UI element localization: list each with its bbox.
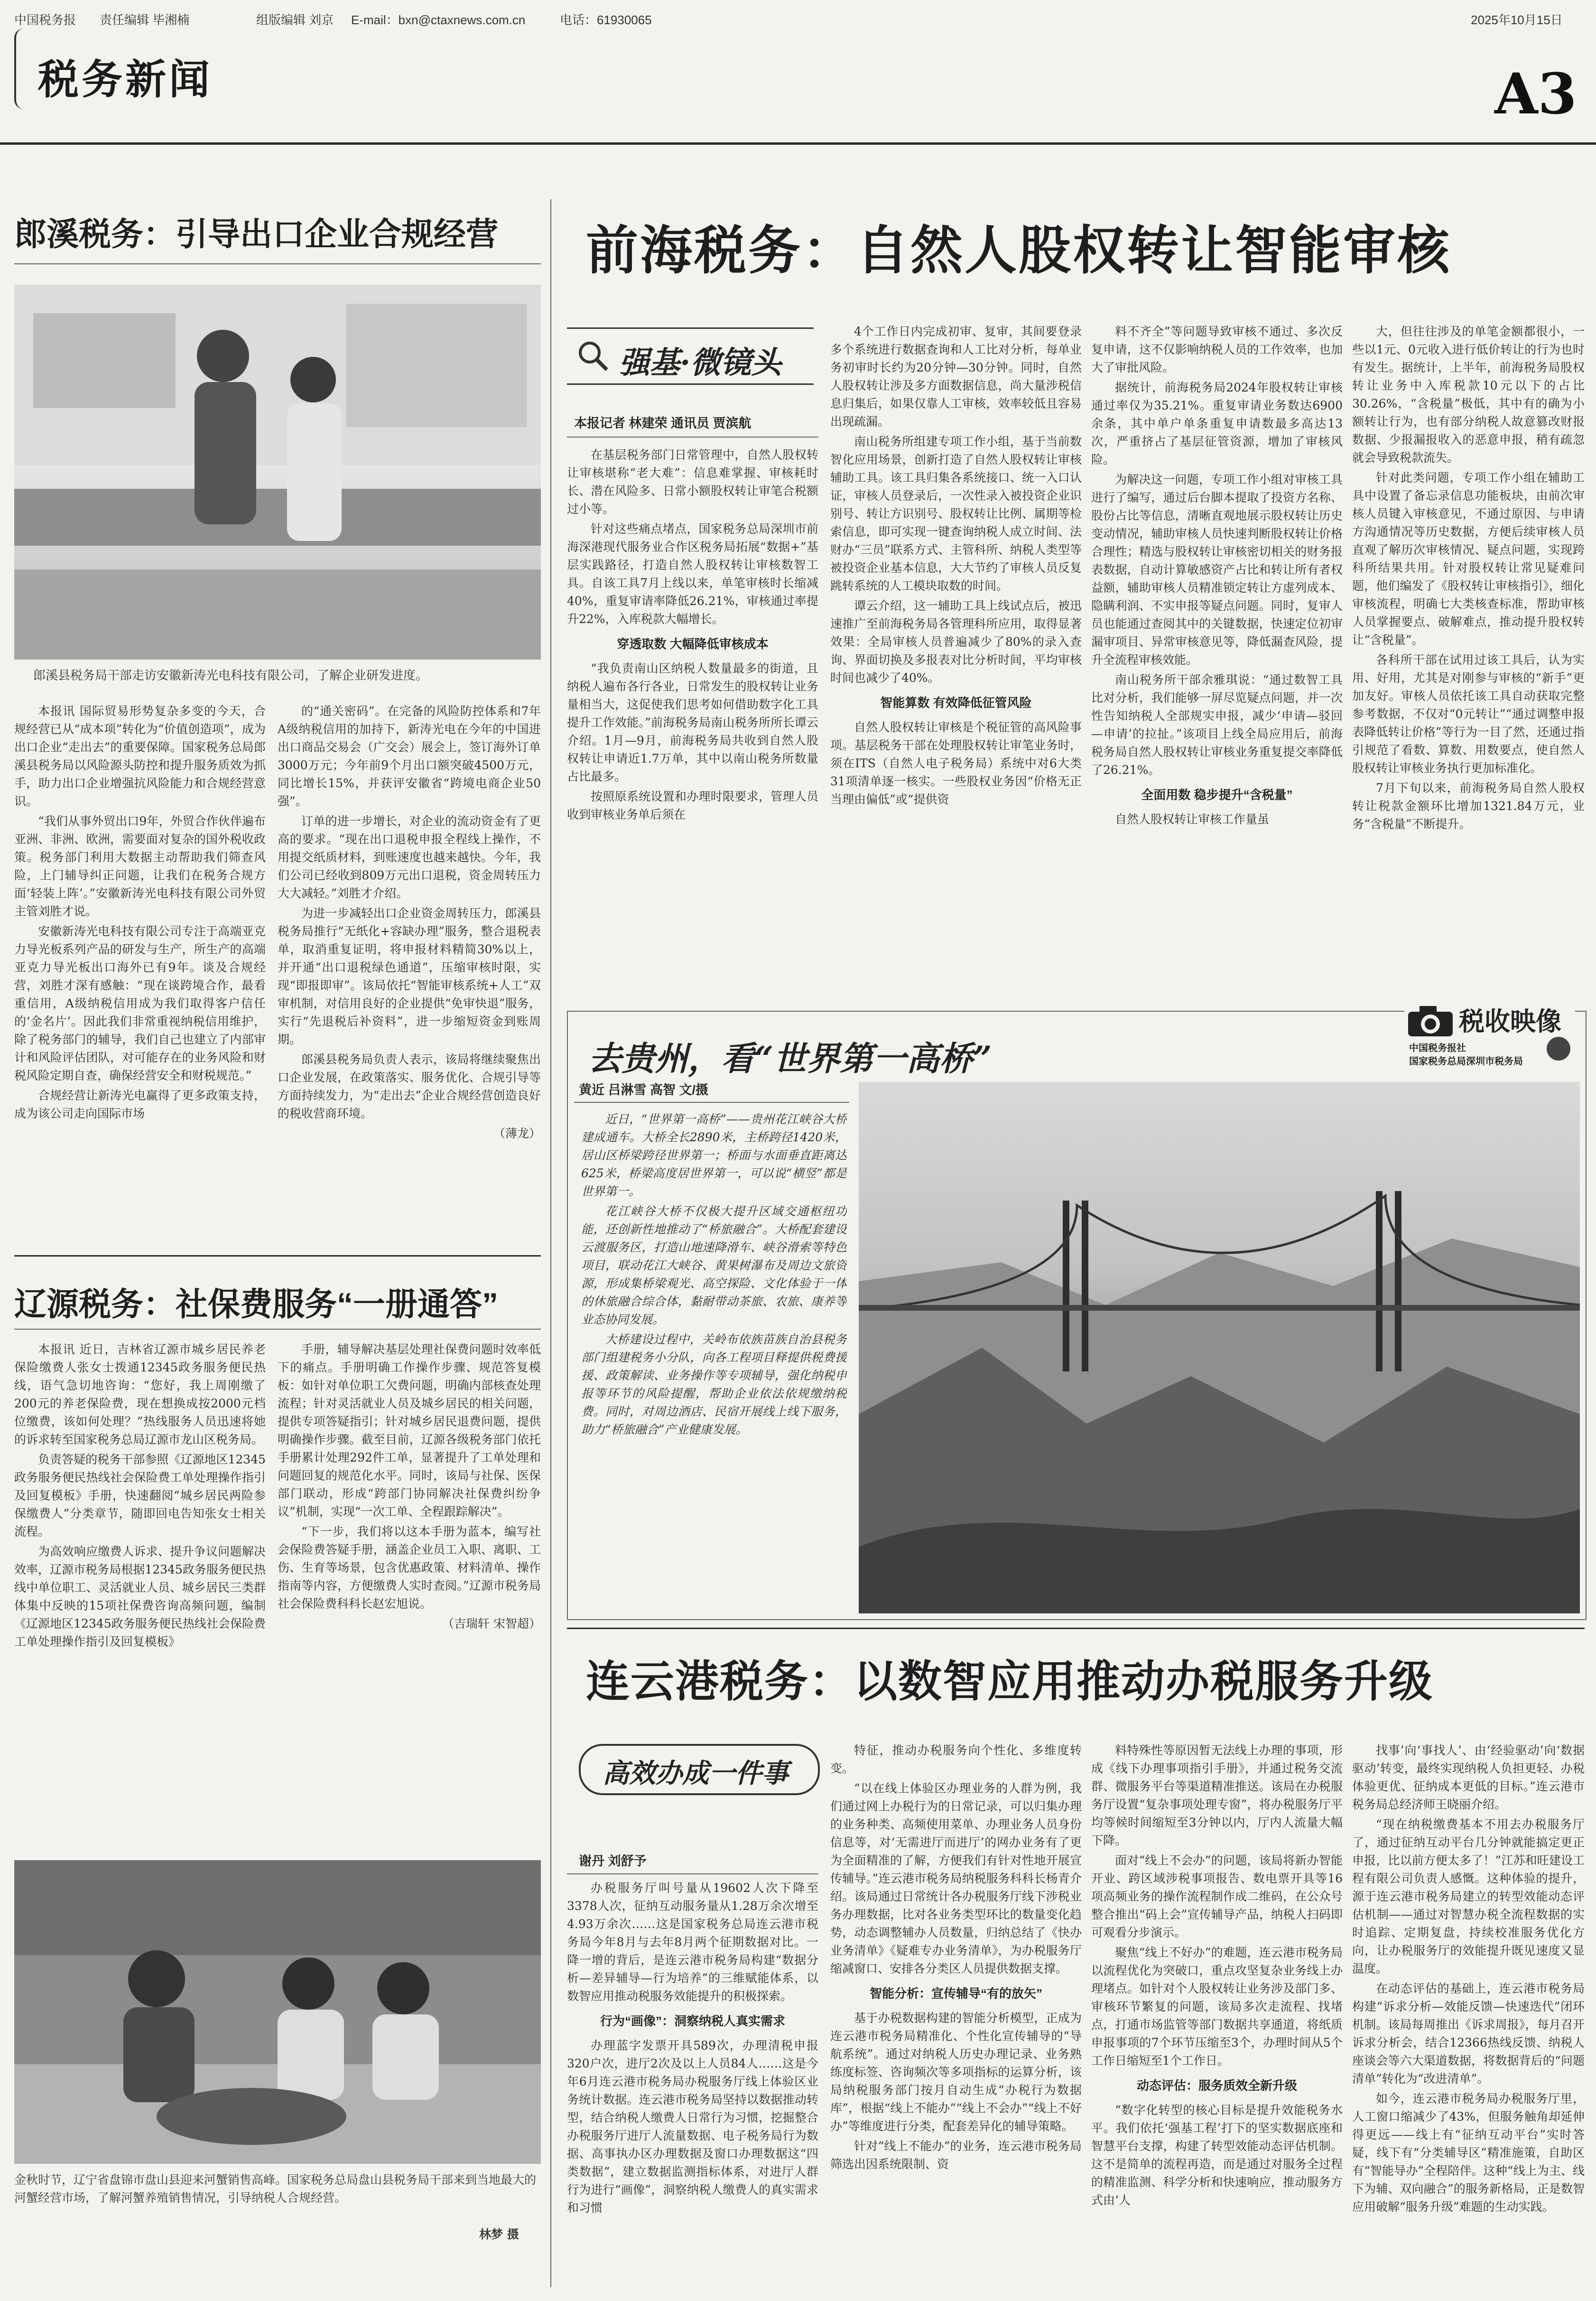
section-title: 税务新闻 bbox=[38, 56, 213, 103]
photo-column-org2: 国家税务总局深圳市税务局 bbox=[1409, 1056, 1523, 1067]
paragraph: 合规经营让新涛光电赢得了更多政策支持，成为该公司走向国际市场 bbox=[14, 1089, 266, 1120]
article3-subhead-1: 穿透取数 大幅降低审核成本 bbox=[617, 637, 769, 651]
article3-column-3 bbox=[1091, 323, 1343, 982]
camera-icon bbox=[1404, 1001, 1457, 1039]
paragraph: 在动态评估的基础上，连云港市税务局构建“诉求分析—效能反馈—快速迭代”闭环机制。该局每周推出《诉求周报》，每月召开诉求分析会，结合12366热线反馈、纳税人座谈会等六大渠道数据，将数据背后的“问题清单”转化为“改进清单”。 bbox=[1352, 1982, 1585, 2086]
column-divider bbox=[550, 199, 551, 2287]
bridge-illustration bbox=[859, 1082, 1580, 1613]
paragraph: “现在纳税缴费基本不用去办税服务厅了，通过征纳互动平台几分钟就能搞定更正申报，比以前方便太多了！”江苏和旺建设工程有限公司负责人感慨。这种体验的提升，源于连云港市税务局建立的转型效能动态评估机制——通过对智慧办税全流程数据的实时追踪、定期复盘，持续校准服务优化方向，让办税服务厅的效能提升既见速度又显温度。 bbox=[1352, 1817, 1585, 1975]
article2-title: 辽源税务：社保费服务“一册通答” bbox=[14, 1286, 499, 1323]
article1-photo bbox=[14, 285, 541, 660]
article2-title-rule bbox=[14, 1329, 541, 1330]
paragraph: 针对此类问题，专项工作小组在辅助工具中设置了备忘录信息功能板块，由前次审核人员键入审核意见，不通过原因、与申请方沟通情况等历史数据，方便后续审核人员直观了解历次审核情况、疑点问题，实现跨科所结果共用。针对股权转让常见疑难问题，他们编发了《股权转让审核指引》，细化审核流程，明确七大类核查标准，帮助审核人员掌握要点、破解难点，推动提升股权转让“含税量”。 bbox=[1352, 471, 1585, 647]
paragraph: 各科所干部在试用过该工具后，认为实用、好用，尤其是对刚参与审核的“新手”更加友好。审核人员依托该工具自动获取完整参考数据，不仅对“0元转让”“通过调整申报表降低转让价格”等行为一目了然，还通过指引规范了看数、算数、用数要点，使自然人股权转让审核业务执行更加标准化。 bbox=[1352, 653, 1585, 775]
article2-photographer: 林梦 摄 bbox=[479, 2227, 519, 2241]
paragraph: 本报讯 国际贸易形势复杂多变的今天，合规经营已从“成本项”转化为“价值创造项”，成为出口企业“走出去”的重要保障。国家税务总局郎溪县税务局以风险源头防控和提升服务质效为抓手，助力出口企业增强抗风险能力和合规经营意识。 bbox=[14, 704, 266, 808]
article3-subhead-3: 全面用数 稳步提升“含税量” bbox=[1141, 788, 1293, 802]
article5-byline-rule bbox=[567, 1873, 818, 1874]
paragraph: 谭云介绍，这一辅助工具上线试点后，被迅速推广至前海税务局各管理科所应用，取得显著效果：全局审核人员普遍减少了80%的录入查询、界面切换及多报表对比分析时间，平均审核时间也减少了40%。 bbox=[830, 599, 1082, 685]
byline-rule bbox=[567, 437, 818, 438]
article4-banner: 去贵州，看“世界第一高桥” bbox=[588, 1039, 992, 1078]
article3-column-4 bbox=[1352, 323, 1585, 982]
paragraph: 找事’向‘事找人’、由‘经验驱动’向‘数据驱动’转变，最终实现纳税人负担更轻、办税体验更优、征纳成本更低的目标。”连云港市税务局总经济师王晓丽介绍。 bbox=[1352, 1743, 1585, 1811]
paragraph: 聚焦“线上不好办”的难题，连云港市税务局以流程优化为突破口，重点攻坚复杂业务线上办理堵点。如针对个人股权转让业务涉及部门多、审核环节繁复的问题，该局多次走流程、找堵点，打通市场监管等部门数据共享通道，将纸质申报事项的7个环节压缩至3个，办理时间从5个工作日缩短至1个工作日。 bbox=[1091, 1946, 1343, 2068]
article1-caption: 郎溪县税务局干部走访安徽新涛光电科技有限公司，了解企业研发进度。 bbox=[33, 669, 428, 683]
paragraph: 订单的进一步增长，对企业的流动资金有了更高的要求。“现在出口退税申报全程线上操作，不用提交纸质材料，到账速度也越来越快。今年，我们公司已经收到809万元出口退税，资金周转压力大大减轻。”刘胜才介绍。 bbox=[278, 814, 541, 900]
paragraph: 大，但往往涉及的单笔金额都很小，一些以1元、0元收入进行低价转让的行为也时有发生。据统计，上半年，前海税务局股权转让业务中入库税款10元以下的占比30.26%，“含税量”极低，其中有的确为小额转让行为，也有部分纳税人故意篡改财报数据、少报漏报收入的恶意申报，稍有疏忽就会导致税款流失。 bbox=[1352, 325, 1585, 465]
paragraph: 为解决这一问题，专项工作小组对审核工具进行了编写，通过后台脚本提取了投资方名称、股份占比等信息，清晰直观地展示股权转让历史变动情况，辅助审核人员快速判断股权转让价格合理性；精选与股权转让审核密切相关的财务报表数据，自动计算敏感资产占比和转让所有者权益额，辅助审核人员精准锁定转让方虚列成本、隐瞒利润、不实申报等疑点问题。同时，复审人员也能通过查阅其中的关键数据，快速定位初审漏审项目、异常审核意见等，降低漏查风险，提升全流程审核效能。 bbox=[1091, 473, 1343, 667]
article2-column-2 bbox=[278, 1341, 541, 1915]
paragraph: 为高效响应缴费人诉求、提升争议问题解决效率，辽源市税务局根据12345政务服务便民热线中单位职工、灵活就业人员、城乡居民三类群体集中反映的15项社保费咨询高频问题，编制《辽源地区12345政务服务便民热线社会保险费工单处理操作指引及回复模板》 bbox=[14, 1545, 266, 1649]
article5-byline: 谢丹 刘舒予 bbox=[579, 1854, 647, 1868]
column-badge bbox=[567, 327, 814, 385]
article3-column-1 bbox=[567, 446, 818, 982]
article3-byline: 本报记者 林建荣 通讯员 贾滨航 bbox=[574, 416, 752, 430]
paragraph: 在基层税务部门日常管理中，自然人股权转让审核堪称“老大难”：信息难掌握、审核耗时长、潜在风险多、日常小额股权转让审笔合税额过小等。 bbox=[567, 448, 818, 516]
paragraph: “我们从事外贸出口9年，外贸合作伙伴遍布亚洲、非洲、欧洲，需要面对复杂的国外税收政策。税务部门利用大数据主动帮助我们筛查风险，上门辅导纠正问题，让我们在税务合规方面‘轻装上阵’。”安徽新涛光电科技有限公司外贸主管刘胜才说。 bbox=[14, 814, 266, 918]
efficiency-badge bbox=[579, 1744, 826, 1796]
article5-column-4 bbox=[1352, 1742, 1585, 2292]
article1-column-1 bbox=[14, 702, 266, 1291]
article5-title: 连云港税务：以数智应用推动办税服务升级 bbox=[586, 1658, 1434, 1706]
paragraph: 料特殊性等原因暂无法线上办理的事项，形成《线下办理事项指引手册》，并通过税务交流群、微服务平台等渠道精准推送。该局在办税服务厅设置“复杂事项处理专窗”，将办税服务厅平均等候时间缩短至3分钟以内，厅内人流量大幅下降。 bbox=[1091, 1743, 1343, 1847]
article5-subhead-1: 行为“画像”：洞察纳税人真实需求 bbox=[600, 2014, 785, 2028]
paragraph: 7月下旬以来，前海税务局自然人股权转让税款金额环比增加1321.84万元，业务“含税量”不断提升。 bbox=[1352, 781, 1585, 831]
paragraph: “数字化转型的核心目标是提升效能税务水平。我们依托‘强基工程’打下的坚实数据底座和智慧平台支撑，构建了转型效能动态评估机制。这不是简单的流程再造，而是通过对服务全过程的精准监测、科学分析和快速响应，推动服务方式由‘人 bbox=[1091, 2103, 1343, 2207]
article5-subhead-3: 动态评估：服务质效全新升级 bbox=[1136, 2078, 1297, 2093]
paper-name: 中国税务报 bbox=[14, 13, 76, 27]
article1-column-2 bbox=[278, 702, 541, 1291]
layout-editor: 组版编辑 刘京 bbox=[256, 13, 334, 27]
paragraph: 安徽新涛光电科技有限公司专注于高端亚克力导光板系列产品的研发与生产，所生产的高端亚克力导光板出口海外已有9年。谈及合规经营，刘胜才深有感触：“现在谈跨境合作，最看重信用，A级纳税信用成为我们取得客户信任的‘金名片’。因此我们非常重视纳税信用维护，除了税务部门的辅导，我们自己也建立了内部审计和风险评估团队，对可能存在的业务风险和财税风险定期自查，确保经营安全和财税规范。” bbox=[14, 924, 266, 1082]
paragraph: 负责答疑的税务干部参照《辽源地区12345政务服务便民热线社会保险费工单处理操作指引及回复模板》手册，快速翻阅“城乡居民两险参保缴费人”分类章节，随即回电告知张女士相关流程。 bbox=[14, 1453, 266, 1538]
article2-caption: 金秋时节，辽宁省盘锦市盘山县迎来河蟹销售高峰。国家税务总局盘山县税务局干部来到当地最大的河蟹经营市场，了解河蟹养殖销售情况，引导纳税人合规经营。 bbox=[14, 2173, 537, 2205]
paragraph: 的“通关密码”。在完备的风险防控体系和7年A级纳税信用的加持下，新涛光电在今年的中国进出口商品交易会（广交会）展会上，签订海外订单3000万元；今年前9个月出口额突破4500万元，同比增长15%，并获评安徽省“跨境电商企业50强”。 bbox=[278, 704, 541, 808]
bridge-photo bbox=[859, 1082, 1580, 1613]
article2-photo bbox=[14, 1860, 541, 2164]
paragraph: 郎溪县税务局负责人表示，该局将继续聚焦出口企业发展，在政策落实、服务优化、合规引导等方面持续发力，为“走出去”企业合规经营创造良好的税收营商环境。 bbox=[278, 1053, 541, 1120]
paragraph: 自然人股权转让审核工作量虽 bbox=[1115, 812, 1270, 826]
paragraph: 据统计，前海税务局2024年股权转让审核通过率仅为35.21%。重复审请业务数达6900余条，其中单户单条重复申请数最多高达13次，严重挤占了基层征管资源，增加了审核风险。 bbox=[1091, 381, 1343, 466]
editor-in-charge: 责任编辑 毕湘楠 bbox=[100, 13, 190, 27]
article4-byline-rule bbox=[574, 1102, 849, 1103]
article4-body bbox=[581, 1110, 847, 1609]
efficiency-badge-text: 高效办成一件事 bbox=[603, 1758, 789, 1789]
paragraph: 本报讯 近日，吉林省辽源市城乡居民养老保险缴费人张女士拨通12345政务服务便民热线，语气急切地咨询：“您好，我上周刚缴了200元的养老保险费，现在想换成按2000元档位缴费，该如何处理？”热线服务人员迅速将她的诉求转至国家税务总局辽源市龙山区税务局。 bbox=[14, 1342, 266, 1446]
column-badge-text: 强基·微镜头 bbox=[619, 345, 782, 381]
paragraph: 特征，推动办税服务向个性化、多维度转变。 bbox=[830, 1743, 1082, 1775]
paragraph: 针对这些痛点堵点，国家税务总局深圳市前海深港现代服务业合作区税务局拓展“数据+”基层实践路径，打造自然人股权转让审核数智工具。自该工具7月上线以来，单笔审核时长缩减40%，重复审请率降低26.21%，审核通过率提升22%，入库税款大幅增长。 bbox=[567, 522, 818, 626]
factory-visit-illustration bbox=[14, 285, 541, 660]
article5-subhead-2: 智能分析：宣传辅导“有的放矢” bbox=[869, 1986, 1042, 2001]
issue-date: 2025年10月15日 bbox=[1471, 13, 1563, 27]
article1-author: （薄龙） bbox=[493, 1127, 541, 1140]
paragraph: “下一步，我们将以这本手册为蓝本，编写社会保险费答疑手册，涵盖企业员工入职、离职、工伤、生育等场景，包含优惠政策、材料清单、操作指南等内容，方便缴费人实时查阅。”辽源市税务局社会保险费科科长赵宏旭说。 bbox=[278, 1525, 541, 1611]
article4-byline: 黄近 吕淋雪 高智 文/摄 bbox=[579, 1083, 709, 1097]
paragraph: 大桥建设过程中，关岭布依族苗族自治县税务部门组建税务小分队，向各工程项目释提供税费援援、政策解读、业务操作等专项辅导，强化纳税申报等环节的风险提醒，帮助企业依法依规缴纳税费。同时，对周边酒店、民宿开展线上线下服务，助力“桥旅融合”产业健康发展。 bbox=[581, 1332, 847, 1436]
article3-column-2 bbox=[830, 323, 1082, 982]
paragraph: “我负责南山区纳税人数量最多的街道，且纳税人遍布各行各业，日常发生的股权转让业务量相当大，这促使我们思考如何借助数字化工具提升工作效能。”前海税务局南山税务所所长谭云介绍。1月—9月，前海税务局共收到自然人股权转让申请近1.7万单，其中以南山税务所数量占比最多。 bbox=[567, 661, 818, 783]
paragraph: 办税服务厅叫号量从19602人次下降至3378人次，征纳互动服务量从1.28万余次增至4.93万余次……这是国家税务总局连云港市税务局今年8月与去年8月两个征期数据对比。一降一增的背后，是连云港市税务局构建“数据分析—差异辅导—行为培养”的三维赋能体系，以数智应用推动税服务效能提升的积极探索。 bbox=[567, 1881, 818, 2003]
article3-title: 前海税务：自然人股权转让智能审核 bbox=[586, 222, 1451, 280]
section-bracket bbox=[14, 28, 26, 109]
article2-column-1 bbox=[14, 1341, 266, 1915]
article5-column-1 bbox=[567, 1879, 818, 2292]
paragraph: 办理蓝字发票开具589次，办理清税申报320户次，进厅2次及以上人员84人……这是今年6月连云港市税务局办税服务厅线上体验区业务统计数据。连云港市税务局坚持以数据推动转型，结合纳税人缴费人日常行为习惯，挖掘整合办税服务厅进厅人流量数据、电子税务局行为数据、高事执办区办理数据及窗口办理数据这“四类数据”，建立数据监测指标体系，对进厅人群行为进行“画像”，洞察纳税人缴费人的真实需求和习惯 bbox=[567, 2039, 818, 2215]
masthead-rule bbox=[0, 142, 1596, 145]
paragraph: 如今，连云港市税务局办税服务厅里，人工窗口缩减少了43%，但服务触角却延伸得更远——线上有“征纳互动平台”实时答疑，线下有“分类辅导区”精准施策，自助区有“智能导办”全程陪伴。这种“线上为主、线下为辅、双向融合”的服务新格局，正是数智应用破解“服务升级”难题的生动实践。 bbox=[1352, 2092, 1585, 2214]
paragraph: 按照原系统设置和办理时限要求，管理人员收到审核业务单后须在 bbox=[567, 790, 818, 821]
photo-column-badge bbox=[1404, 997, 1575, 1072]
page-number: A3 bbox=[1494, 61, 1577, 127]
article-separator bbox=[14, 1255, 541, 1257]
article1-title-rule bbox=[14, 263, 541, 264]
photo-column-org1: 中国税务报社 bbox=[1409, 1043, 1466, 1053]
article5-column-2 bbox=[830, 1742, 1082, 2292]
paragraph: 手册，辅导解决基层处理社保费问题时效率低下的痛点。手册明确工作操作步骤、规范答复模板：如针对单位职工欠费问题，明确内部核查处理流程；针对灵活就业人员及城乡居民的相关问题，提供专项答疑指引；针对城乡居民退费问题，提供明确操作步骤。截至目前，辽源各级税务部门依托手册累计处理292件工单，显著提升了工单处理和问题回复的规范化水平。同时，该局与社保、医保部门联动，形成“跨部门协同解决社保费纠纷争议”机制，实现“一次工单、全程跟踪解决”。 bbox=[278, 1342, 541, 1518]
crab-market-illustration bbox=[14, 1860, 541, 2164]
article3-subhead-2: 智能算数 有效降低征管风险 bbox=[880, 696, 1032, 710]
paragraph: 针对“线上不能办”的业务，连云港市税务局筛选出因系统限制、资 bbox=[830, 2139, 1082, 2171]
paragraph: 基于办税数据构建的智能分析模型，正成为连云港市税务局精准化、个性化宣传辅导的“导航系统”。通过对纳税人历史办理记录、业务熟练度标签、咨询频次等多项指标的运算分析，该局纳税服务部门按月自动生成“办税行为数据库”，根据“线上不能办”“线上不会办”“线上不好办”等维度进行分类，配套差异化的辅导策略。 bbox=[830, 2011, 1082, 2133]
magnifier-icon bbox=[576, 339, 610, 373]
paragraph: “以在线上体验区办理业务的人群为例，我们通过网上办税行为的日常记录，可以归集办理的业务种类、高频使用菜单、办理业务人员身份信息等，对‘无需进厅而进厅’的网办业务有了更为全面精准的了解，方便我们有针对性地开展宣传辅导。”连云港市税务局纳税服务科科长杨青介绍。该局通过日常统计各办税服务厅线下涉税业务办理数据，比对各业务类型环比的数量变化趋势，动态调整辅办人员数量，归纳总结了《快办业务清单》《疑难专办业务清单》，为办税服务厅缩减窗口、安排各分类区人员提供数据支撑。 bbox=[830, 1781, 1082, 1975]
paragraph: 料不齐全”等问题导致审核不通过、多次反复申请，这不仅影响纳税人员的工作效率，也加大了审批风险。 bbox=[1091, 325, 1343, 374]
seal-icon bbox=[1547, 1037, 1570, 1061]
paragraph: 自然人股权转让审核是个税征管的高风险事项。基层税务干部在处理股权转让审笔业务时，须在ITS（自然人电子税务局）系统中对6大类31项清单逐一核实。一些股权业务因“价格无正当理由偏低”或“提供资 bbox=[830, 720, 1082, 806]
photo-column-title: 税收映像 bbox=[1459, 1007, 1561, 1036]
paragraph: 近日，“世界第一高桥”——贵州花江峡谷大桥建成通车。大桥全长2890米，主桥跨径1420米，居山区桥梁跨径世界第一；桥面与水面垂直距离达625米，桥梁高度居世界第一，可以说“横竖”都是世界第一。 bbox=[581, 1112, 847, 1198]
editor-email: E-mail：bxn@ctaxnews.com.cn bbox=[351, 13, 526, 27]
paragraph: 4个工作日内完成初审、复审，其间要登录多个系统进行数据查询和人工比对分析，每单业务初审时长约为20分钟—30分钟。同时，自然人股权转让涉及多方面数据信息，尚大量涉税信息归集后，如果仅靠人工审核，效率较低且容易出现疏漏。 bbox=[830, 325, 1082, 429]
article2-author: （吉瑞轩 宋智超） bbox=[442, 1617, 541, 1630]
article1-title: 郎溪税务：引导出口企业合规经营 bbox=[14, 216, 499, 252]
article5-column-3 bbox=[1091, 1742, 1343, 2292]
editor-phone: 电话：61930065 bbox=[560, 13, 652, 27]
paragraph: 南山税务所干部余雅琪说：“通过数智工具比对分析，我们能够一屏尽览疑点问题，并一次性告知纳税人全部规实申报，减少‘申请—驳回—申请’的拉扯。”该项目上线全局应用后，前海税务局自然人股权转让审核业务重复提交率降低了26.21%。 bbox=[1091, 673, 1343, 777]
paragraph: 面对“线上不会办”的问题，该局将新办智能开业、跨区域涉税事项报告、数电票开具等16项高频业务的操作流程制作成二维码，在公众号整合推出“码上会”宣传辅导产品，纳税人扫码即可观看分步演示。 bbox=[1091, 1854, 1343, 1939]
paragraph: 南山税务所组建专项工作小组，基于当前数智化应用场景，创新打造了自然人股权转让审核辅助工具。该工具归集各系统接口、统一入口认证，审核人员登录后，一次性录入被投资企业识别号、转让方识别号、股权转让比例、属期等检索信息，即可实现一键查询纳税人成立时间、法财办“三员”联系方式、主管科所、纳税人类型等被投资企业基本信息，大大节约了审核人员反复跳转系统的人工模块取数的时间。 bbox=[830, 435, 1082, 593]
paragraph: 为进一步减轻出口企业资金周转压力，郎溪县税务局推行“无纸化+容缺办理”服务，整合退税表单，取消重复证明，将申报材料精简30%以上，并开通“出口退税绿色通道”，压缩审核时限，实现“即报即审”。该局依托“智能审核系统+人工”双审机制，对信用良好的企业提供“免审快退”服务，实行“先退税后补资料”，进一步缩短资金到账周期。 bbox=[278, 906, 541, 1046]
article-separator-2 bbox=[567, 1628, 1585, 1629]
paragraph: 花江峡谷大桥不仅极大提升区域交通枢纽功能，还创新性地推动了“桥旅融合”。大桥配套建设云渡服务区，打造山地速降滑车、峡谷滑索等特色项目，联动花江大峡谷、黄果树瀑布及周边文旅资源，形成集桥梁观光、高空探险、文化体验于一体的休旅融合综合体，黏耐带动茶旅、农旅、康养等业态协同发展。 bbox=[581, 1204, 847, 1326]
